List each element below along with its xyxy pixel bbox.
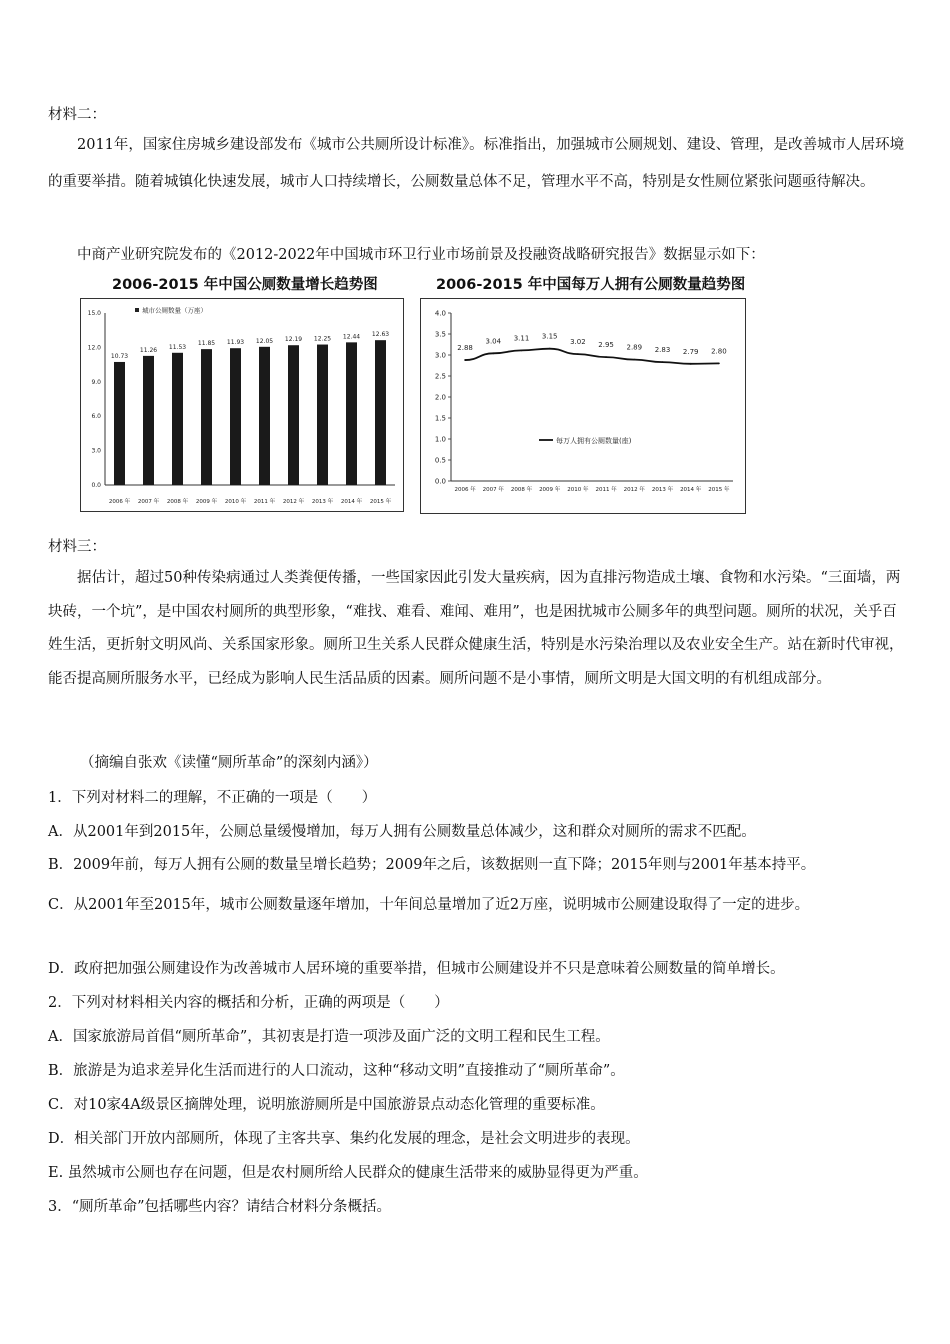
bar-8 xyxy=(317,345,328,485)
x-tick-label: 2008 年 xyxy=(166,499,189,505)
data-value-label: 2.95 xyxy=(598,341,614,350)
bar-4 xyxy=(201,349,212,485)
y-tick-label: 1.0 xyxy=(434,435,446,444)
chart1-title: 2006-2015 年中国公厕数量增长趋势图 xyxy=(112,277,378,293)
bar-value-label: 11.53 xyxy=(168,343,187,351)
y-tick-label: 0.5 xyxy=(434,456,446,465)
question-2: 2．下列对材料相关内容的概括和分析，正确的两项是（ ） xyxy=(48,995,449,1011)
x-tick-label: 2010 年 xyxy=(567,487,589,493)
q2-option-b: B．旅游是为追求差异化生活而进行的人口流动，这种“移动文明”直接推动了“厕所革命”。 xyxy=(48,1063,625,1079)
q1-option-b: B．2009年前，每万人拥有公厕的数量呈增长趋势；2009年之后，该数据则一直下降；2015年则与2001年基本持平。 xyxy=(48,857,816,873)
legend-swatch xyxy=(135,308,139,312)
material3-heading: 材料三： xyxy=(48,539,106,555)
x-tick-label: 2006 年 xyxy=(108,499,131,505)
bar-value-label: 11.26 xyxy=(139,346,158,354)
x-tick-label: 2007 年 xyxy=(482,487,504,493)
material3-paragraph: 据估计，超过50种传染病通过人类粪便传播，一些国家因此引发大量疾病，因为直排污物造成土壤、食物和水污染。“三面墙，两块砖，一个坑”，是中国农村厕所的典型形象，“难找、难看、难闻、难用”，也是困扰城市公厕多年的典型问题。厕所的状况，关乎百姓生活，更折射文明风尚、关系国家形象。厕所卫生关系人民群众健康生活，特别是水污染治理以及农业安全生产。站在新时代审视，能否提高厕所服务水平，已经成为影响人民生活品质的因素。厕所问题不是小事情，厕所文明是大国文明的有机组成部分。 xyxy=(48,570,904,688)
bar-7 xyxy=(288,345,299,485)
question-3: 3．“厕所革命”包括哪些内容？请结合材料分条概括。 xyxy=(48,1199,392,1215)
data-value-label: 2.79 xyxy=(682,347,699,356)
x-tick-label: 2006 年 xyxy=(454,487,476,493)
x-tick-label: 2013 年 xyxy=(651,487,674,493)
y-tick-label: 3.0 xyxy=(434,351,446,360)
x-tick-label: 2015 年 xyxy=(369,499,392,505)
y-tick-label: 15.0 xyxy=(87,310,101,317)
q2-option-c: C．对10家4A级景区摘牌处理，说明旅游厕所是中国旅游景点动态化管理的重要标准。 xyxy=(48,1097,605,1113)
bar-3 xyxy=(172,353,183,485)
y-tick-label: 6.0 xyxy=(91,413,101,421)
material2-paragraph: 2011年，国家住房城乡建设部发布《城市公共厕所设计标准》。标准指出，加强城市公厕规划、建设、管理，是改善城市人居环境的重要举措。随着城镇化快速发展，城市人口持续增长，公厕数量总体不足，管理水平不高，特别是女性厕位紧张问题亟待解决。 xyxy=(48,137,905,190)
q2-option-e: E. 虽然城市公厕也存在问题，但是农村厕所给人民群众的健康生活带来的威胁显得更为严重。 xyxy=(48,1165,648,1181)
data-value-label: 3.04 xyxy=(485,337,502,346)
y-tick-label: 0.0 xyxy=(434,477,446,486)
data-point-10 xyxy=(718,363,720,365)
bar-chart xyxy=(81,299,403,511)
data-value-label: 3.02 xyxy=(570,338,586,347)
bar-value-label: 12.05 xyxy=(255,337,274,345)
x-tick-label: 2013 年 xyxy=(311,499,334,505)
y-tick-label: 4.0 xyxy=(434,309,446,318)
bar-9 xyxy=(346,342,357,485)
x-tick-label: 2010 年 xyxy=(224,499,247,505)
bar-1 xyxy=(114,362,125,485)
q1-option-c: C．从2001年至2015年，城市公厕数量逐年增加，十年间总量增加了近2万座，说明城市公厕建设取得了一定的进步。 xyxy=(48,897,810,913)
bar-value-label: 12.63 xyxy=(371,331,390,339)
series-line xyxy=(465,349,719,364)
q1-option-a: A．从2001年到2015年，公厕总量缓慢增加，每万人拥有公厕数量总体减少，这和群众对厕所的需求不匹配。 xyxy=(48,824,756,840)
x-tick-label: 2014 年 xyxy=(340,499,363,505)
data-value-label: 2.80 xyxy=(711,347,727,356)
material2-heading: 材料二： xyxy=(48,107,106,123)
bar-6 xyxy=(259,347,270,485)
y-tick-label: 3.5 xyxy=(434,330,446,339)
bar-value-label: 12.44 xyxy=(342,333,361,341)
bar-5 xyxy=(230,348,241,485)
data-point-2 xyxy=(492,352,494,354)
bar-10 xyxy=(375,340,386,485)
chart2-title: 2006-2015 年中国每万人拥有公厕数量趋势图 xyxy=(436,277,746,293)
x-tick-label: 2012 年 xyxy=(623,487,645,493)
data-point-3 xyxy=(521,349,523,351)
x-tick-label: 2009 年 xyxy=(195,499,218,505)
data-value-label: 2.83 xyxy=(654,346,671,355)
y-tick-label: 2.5 xyxy=(434,372,446,381)
data-point-4 xyxy=(549,348,551,350)
data-point-8 xyxy=(662,361,664,363)
y-tick-label: 9.0 xyxy=(91,378,101,386)
data-value-label: 2.88 xyxy=(457,344,473,353)
data-point-7 xyxy=(633,359,635,361)
x-tick-label: 2015 年 xyxy=(708,487,730,493)
data-value-label: 3.15 xyxy=(541,332,558,341)
legend-label: 城市公厕数量（万座） xyxy=(142,306,207,315)
y-tick-label: 2.0 xyxy=(434,393,446,402)
chart2-frame xyxy=(420,298,746,514)
bar-2 xyxy=(143,356,154,485)
x-tick-label: 2011 年 xyxy=(253,499,276,505)
chart1-frame xyxy=(80,298,404,512)
x-tick-label: 2007 年 xyxy=(137,499,160,505)
x-tick-label: 2012 年 xyxy=(282,499,305,505)
data-point-9 xyxy=(690,363,692,365)
x-tick-label: 2008 年 xyxy=(510,487,533,493)
y-tick-label: 0.0 xyxy=(91,482,101,489)
x-tick-label: 2011 年 xyxy=(595,487,617,493)
y-tick-label: 1.5 xyxy=(434,414,446,423)
question-1: 1．下列对材料二的理解，不正确的一项是（ ） xyxy=(48,790,377,806)
bar-value-label: 12.19 xyxy=(284,336,303,344)
q1-option-d: D．政府把加强公厕建设作为改善城市人居环境的重要举措，但城市公厕建设并不只是意味着公厕数量的简单增长。 xyxy=(48,961,785,977)
material2-data-intro: 中商产业研究院发布的《2012-2022年中国城市环卫行业市场前景及投融资战略研究报告》数据显示如下： xyxy=(77,247,765,263)
data-point-5 xyxy=(577,353,579,355)
bar-value-label: 11.93 xyxy=(226,339,245,347)
data-point-6 xyxy=(605,356,607,358)
data-value-label: 3.11 xyxy=(513,334,530,343)
y-tick-label: 12.0 xyxy=(87,344,101,352)
x-tick-label: 2014 年 xyxy=(680,487,702,493)
q2-option-a: A．国家旅游局首倡“厕所革命”，其初衷是打造一项涉及面广泛的文明工程和民生工程。 xyxy=(48,1029,610,1045)
data-value-label: 2.89 xyxy=(626,343,643,352)
x-tick-label: 2009 年 xyxy=(539,487,561,493)
y-tick-label: 3.0 xyxy=(91,447,101,455)
line-chart xyxy=(421,299,745,513)
bar-value-label: 11.85 xyxy=(197,340,216,348)
data-point-1 xyxy=(464,359,466,361)
material3-source: （摘编自张欢《读懂“厕所革命”的深刻内涵》） xyxy=(80,755,378,771)
bar-value-label: 12.25 xyxy=(313,335,332,343)
bar-value-label: 10.73 xyxy=(110,352,129,360)
q2-option-d: D．相关部门开放内部厕所，体现了主客共享、集约化发展的理念，是社会文明进步的表现。 xyxy=(48,1131,640,1147)
legend-label: 每万人拥有公厕数量(座) xyxy=(556,437,632,445)
